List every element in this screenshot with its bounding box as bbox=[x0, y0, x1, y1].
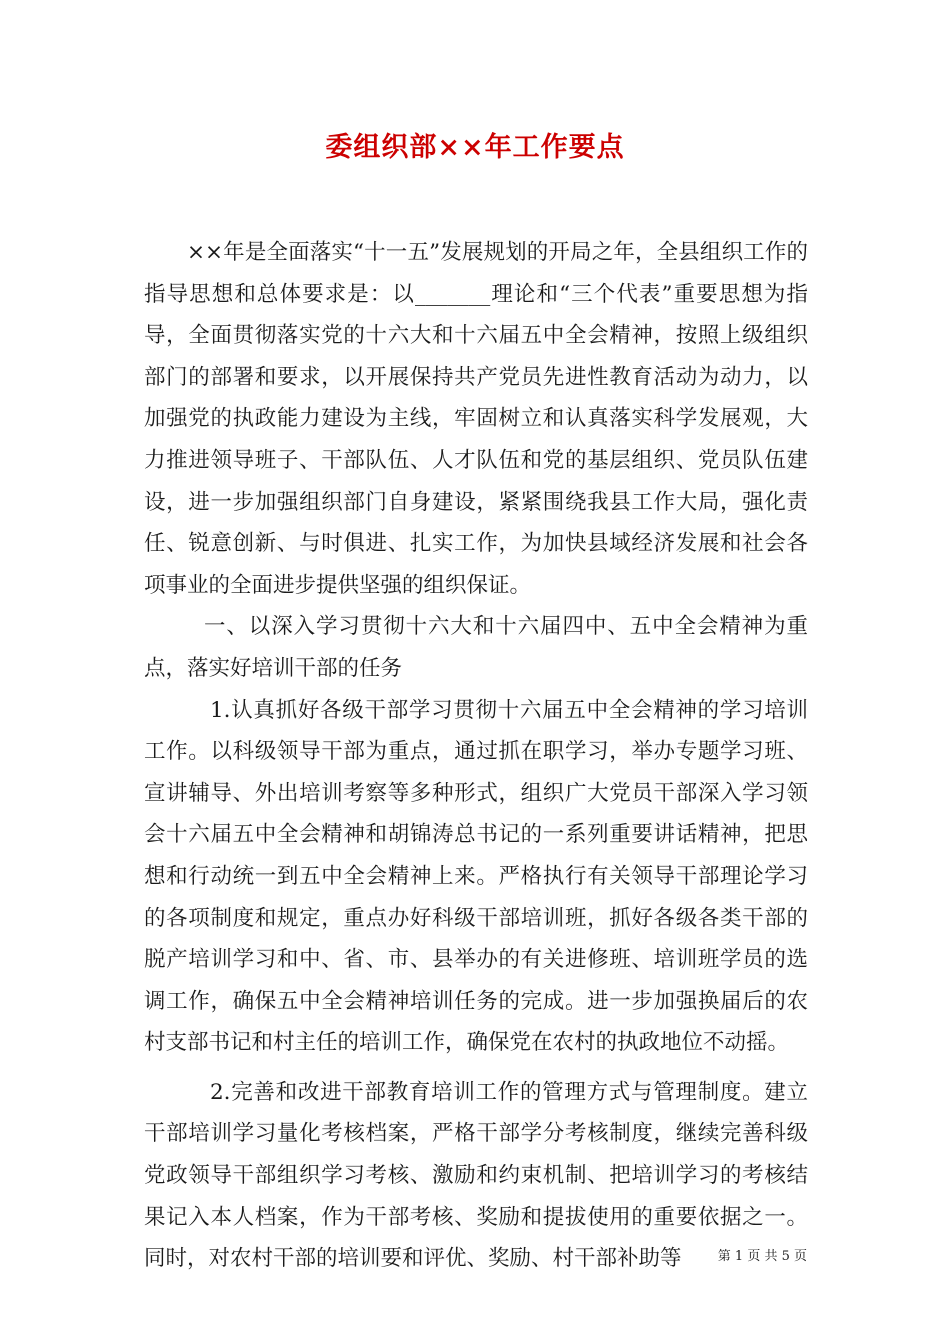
intro-paragraph: ××年是全面落实“十一五”发展规划的开局之年，全县组织工作的指导思想和总体要求是：以_______理论和“三个代表”重要思想为指导，全面贯彻落实党的十六大和十六届五中全会精神，按照上级组织部门的部署和要求，以开展保持共产党员先进性教育活动为动力，以加强党的执政能力建设为主线，牢固树立和认真落实科学发展观，大力推进领导班子、干部队伍、人才队伍和党的基层组织、党员队伍建设，进一步加强组织部门自身建设，紧紧围绕我县工作大局，强化责任、锐意创新、与时俱进、扎实工作，为加快县域经济发展和社会各项事业的全面进步提供坚强的组织保证。 bbox=[144, 240, 808, 598]
document-body bbox=[144, 232, 808, 1280]
document-title: 委组织部××年工作要点 bbox=[325, 132, 625, 163]
page-number: 第 1 页 共 5 页 bbox=[717, 1249, 807, 1264]
item-paragraph-2: 2.完善和改进干部教育培训工作的管理方式与管理制度。建立干部培训学习量化考核档案，严格干部学分考核制度，继续完善科级党政领导干部组织学习考核、激励和约束机制、把培训学习的考核结果记入本人档案，作为干部考核、奖励和提拔使用的重要依据之一。同时，对农村干部的培训要和评优、奖励、村干部补助等 bbox=[144, 1079, 808, 1272]
item-paragraph-1: 1.认真抓好各级干部学习贯彻十六届五中全会精神的学习培训工作。以科级领导干部为重点，通过抓在职学习，举办专题学习班、宣讲辅导、外出培训考察等多种形式，组织广大党员干部深入学习领会十六届五中全会精神和胡锦涛总书记的一系列重要讲话精神，把思想和行动统一到五中全会精神上来。严格执行有关领导干部理论学习的各项制度和规定，重点办好科级干部培训班，抓好各级各类干部的脱产培训学习和中、省、市、县举办的有关进修班、培训班学员的选调工作，确保五中全会精神培训任务的完成。进一步加强换届后的农村支部书记和村主任的培训工作，确保党在农村的执政地位不动摇。 bbox=[144, 697, 808, 1056]
section-heading-1: 一、以深入学习贯彻十六大和十六届四中、五中全会精神为重点，落实好培训干部的任务 bbox=[144, 614, 808, 681]
